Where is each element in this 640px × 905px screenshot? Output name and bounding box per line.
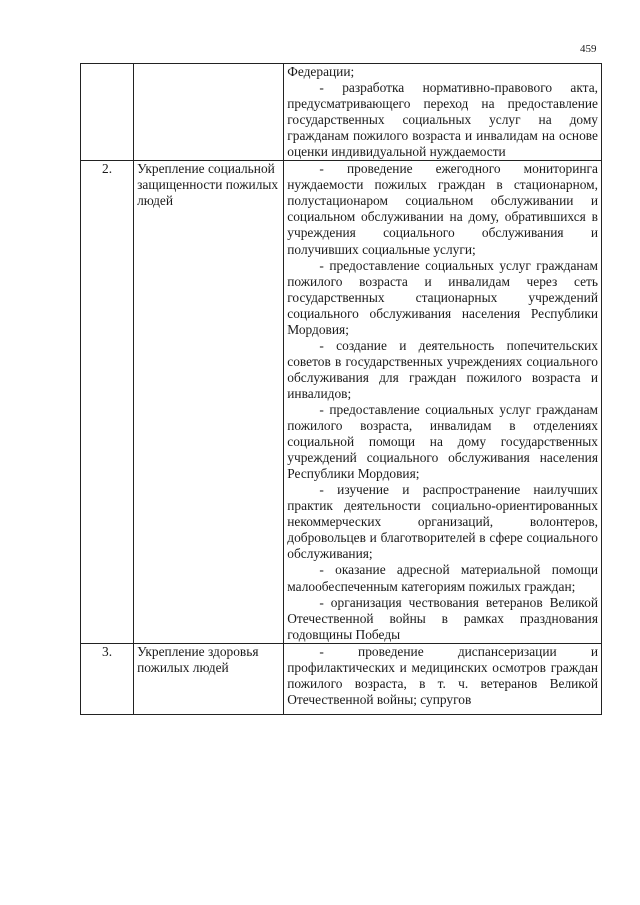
activities-cell bbox=[284, 64, 602, 161]
table-row bbox=[81, 64, 602, 161]
activity-item: - проведение ежегодного мониторинга нуждаемости пожилых граждан в стационарном, полустационаром социальном обслуживании и социальном обслуживании на дому, обратившихся в учреждения социального обслуживания и получивших социальные услуги; bbox=[287, 161, 598, 257]
activities-cell bbox=[284, 643, 602, 714]
row-number-cell bbox=[81, 64, 134, 161]
activity-item: - оказание адресной материальной помощи малообеспеченным категориям пожилых граждан; bbox=[287, 562, 598, 594]
activity-item: - предоставление социальных услуг гражданам пожилого возраста, инвалидам в отделениях социальной помощи на дому государственных учреждений социального обслуживания населения Республики Мордовия; bbox=[287, 401, 598, 482]
row-number-cell: 2. bbox=[81, 161, 134, 643]
activity-item: Федерации; bbox=[287, 64, 355, 79]
activity-item: - проведение диспансеризации и профилактических и медицинских осмотров граждан пожилого возраста, в т. ч. ветеранов Великой Отечественной войны; супругов bbox=[287, 643, 598, 707]
row-number-cell: 3. bbox=[81, 643, 134, 714]
page-number: 459 bbox=[580, 43, 597, 55]
direction-cell bbox=[134, 64, 284, 161]
table-row bbox=[81, 643, 602, 714]
activity-item: - организация чествования ветеранов Великой Отечественной войны в рамках празднования годовщины Победы bbox=[287, 594, 598, 642]
measures-table bbox=[80, 63, 602, 715]
direction-cell: Укрепление здоровья пожилых людей bbox=[134, 643, 284, 714]
activity-item: - создание и деятельность попечительских советов в государственных учреждениях социального обслуживания для граждан пожилого возраста и инвалидов; bbox=[287, 337, 598, 401]
activity-item: - разработка нормативно-правового акта, предусматривающего переход на предоставление государственных социальных услуг на дому гражданам пожилого возраста и инвалидам на основе оценки индивидуальной нуждаемости bbox=[287, 80, 598, 160]
activity-item: - предоставление социальных услуг гражданам пожилого возраста и инвалидам через сеть государственных стационарных учреждений социального обслуживания населения Республики Мордовия; bbox=[287, 257, 598, 337]
direction-cell: Укрепление социальной защищенности пожилых людей bbox=[134, 161, 284, 643]
table-row bbox=[81, 161, 602, 643]
activity-item: - изучение и распространение наилучших практик деятельности социально-ориентированных некоммерческих организаций, волонтеров, добровольцев и благотворителей в сфере социального обслуживания; bbox=[287, 482, 598, 562]
activities-cell bbox=[284, 161, 602, 643]
